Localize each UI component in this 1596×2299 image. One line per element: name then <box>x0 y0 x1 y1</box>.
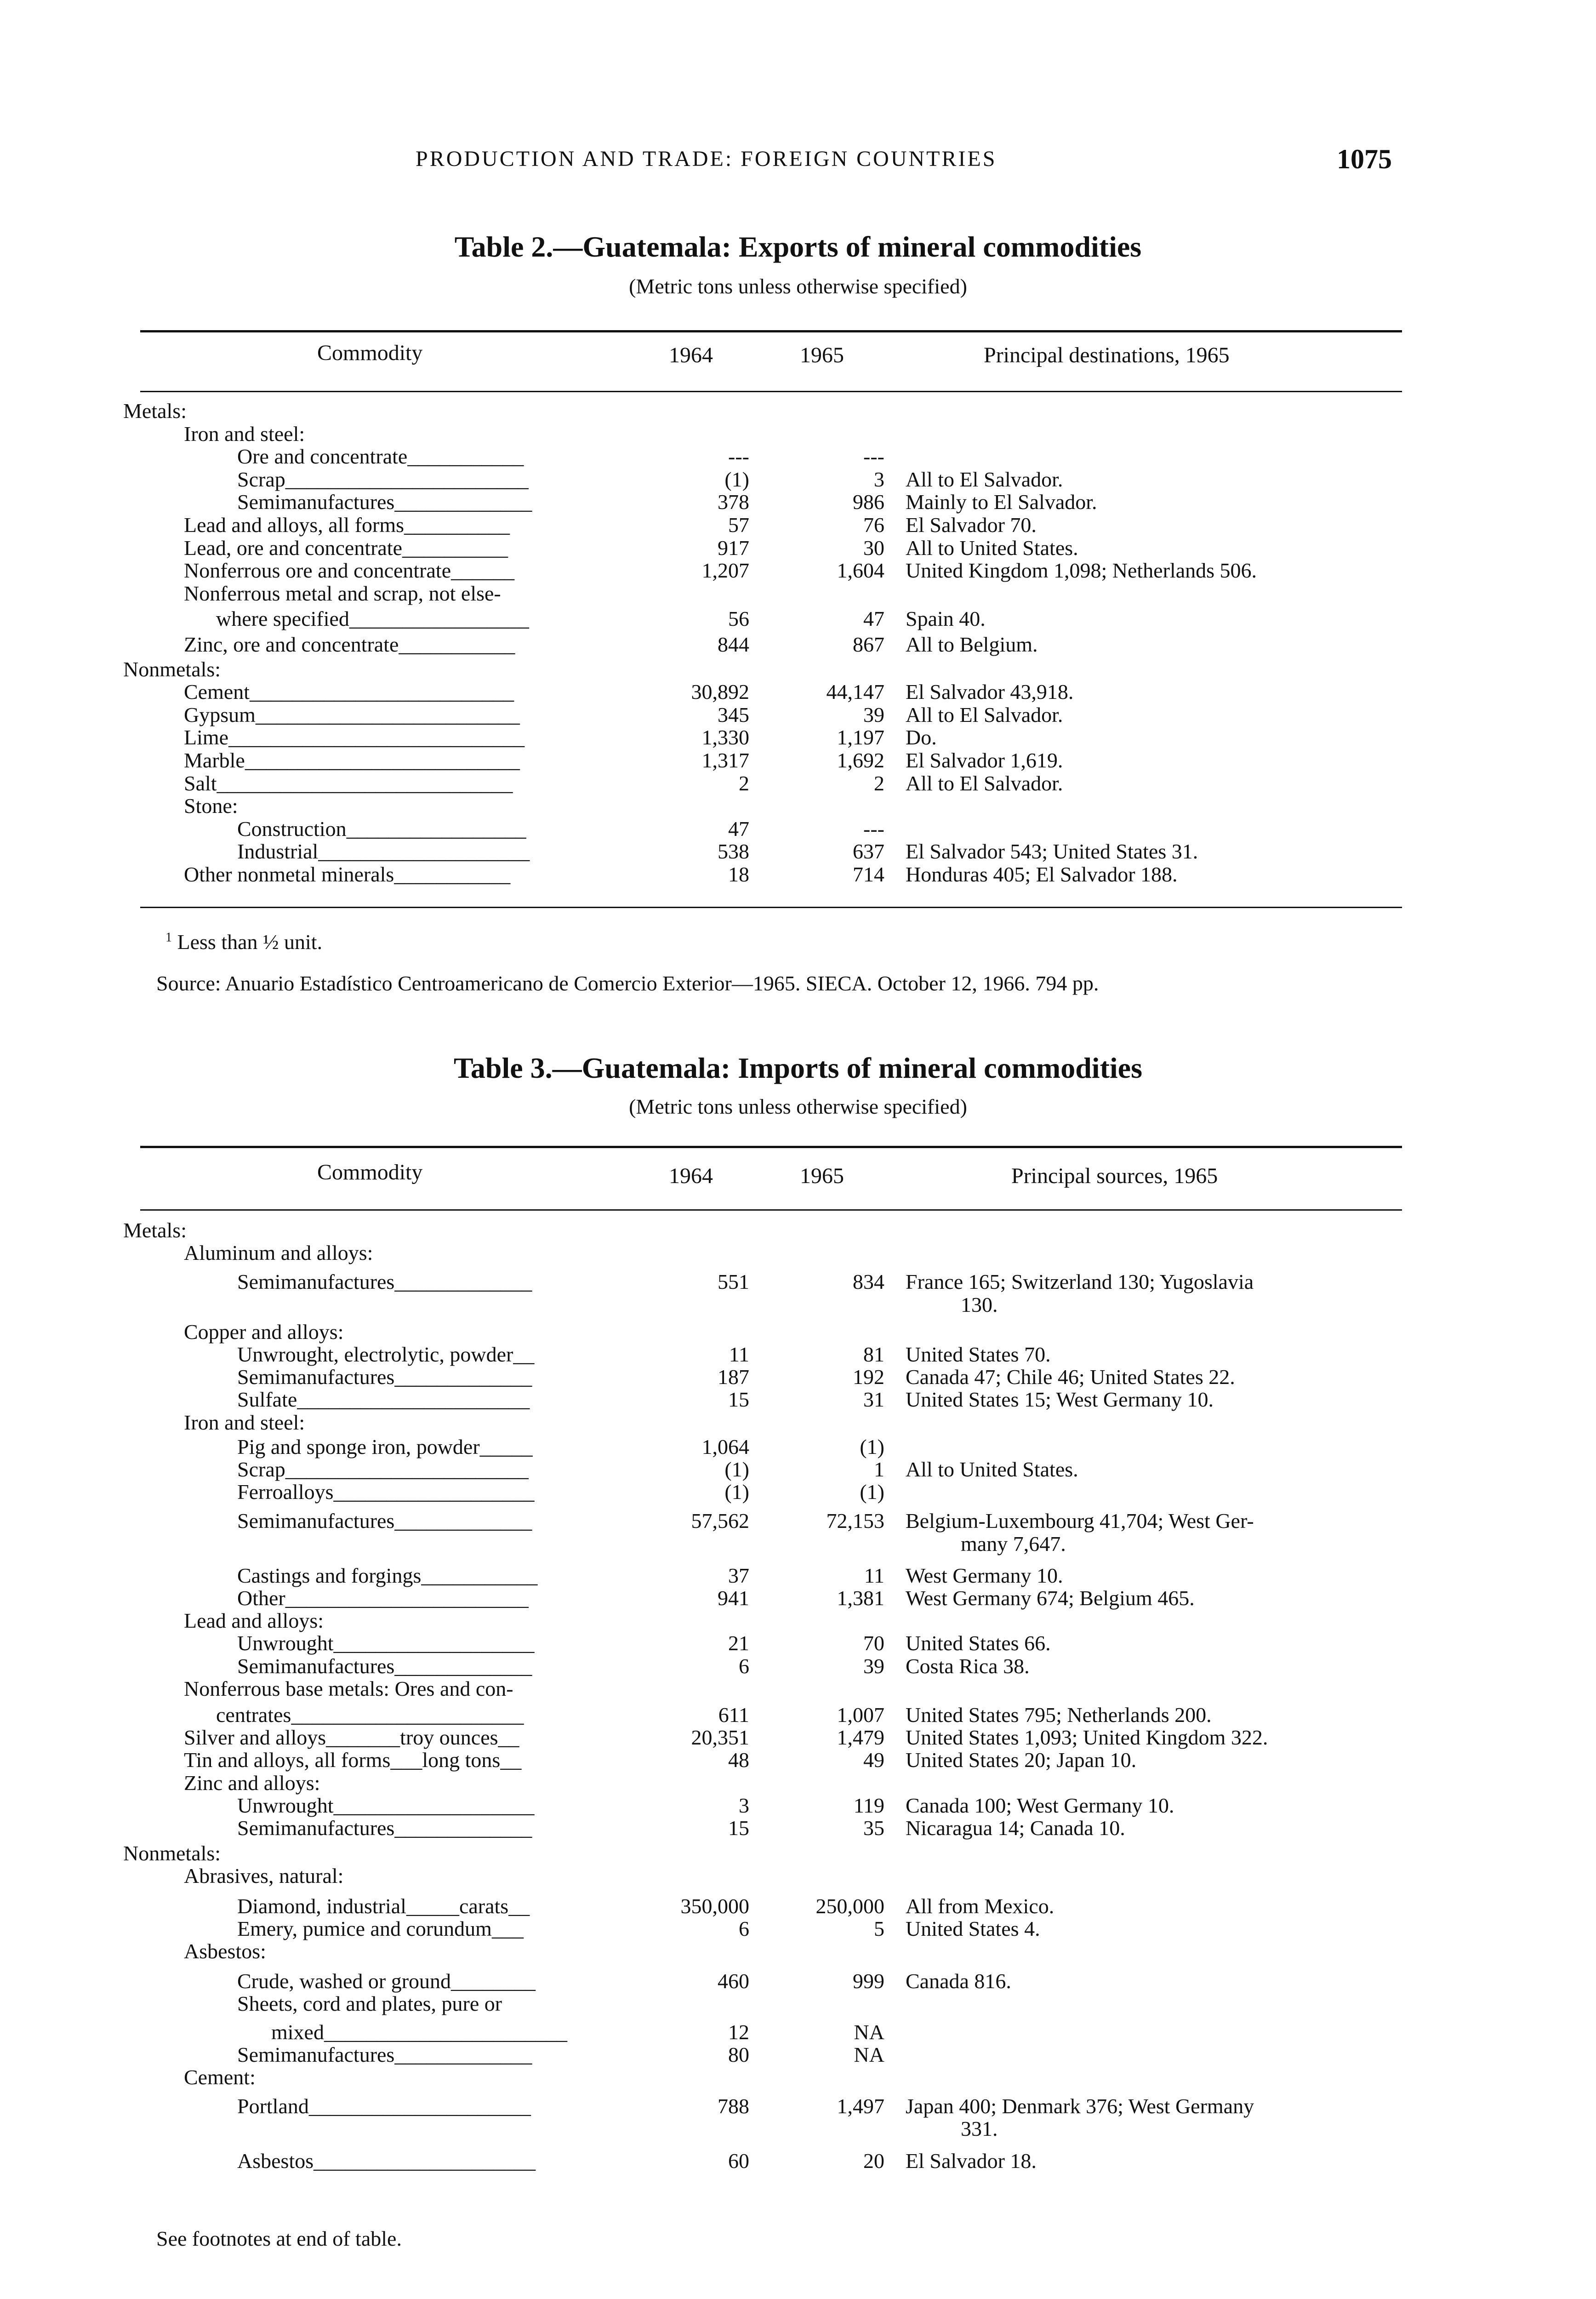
row-commodity: Scrap_______________________ <box>237 467 529 491</box>
row-destination: United States 20; Japan 10. <box>906 1748 1137 1772</box>
table-row <box>0 2065 1596 2089</box>
table2-top-rule <box>140 330 1402 332</box>
row-commodity: where specified_________________ <box>216 607 529 631</box>
row-value-1964: 48 <box>728 1748 749 1772</box>
row-value-1964: 941 <box>718 1586 749 1610</box>
row-commodity: Emery, pumice and corundum___ <box>237 1916 524 1940</box>
row-value-1964: 460 <box>718 1969 749 1993</box>
table-row <box>0 2043 1596 2067</box>
table-row <box>0 513 1596 537</box>
row-destination: United States 4. <box>906 1916 1040 1940</box>
table-row <box>0 607 1596 631</box>
row-destination: Nicaragua 14; Canada 10. <box>906 1816 1125 1840</box>
footnote-mark: 1 <box>165 930 172 945</box>
table-row <box>0 680 1596 704</box>
table-row <box>0 1654 1596 1678</box>
row-value-1965: 70 <box>863 1631 884 1655</box>
row-destination: Canada 100; West Germany 10. <box>906 1793 1174 1817</box>
table-row <box>0 399 1596 423</box>
row-commodity: Semimanufactures_____________ <box>237 1270 532 1294</box>
row-destination: All to El Salvador. <box>906 771 1063 795</box>
row-commodity: Asbestos: <box>184 1939 266 1963</box>
table-row <box>0 817 1596 841</box>
table2-header-destinations: Principal destinations, 1965 <box>984 343 1230 367</box>
row-destination: many 7,647. <box>961 1532 1066 1556</box>
table3-header-rule <box>140 1209 1402 1211</box>
row-value-1965: 2 <box>874 771 884 795</box>
row-value-1964: (1) <box>724 467 749 491</box>
row-commodity: Abrasives, natural: <box>184 1864 344 1888</box>
row-value-1965: 1,007 <box>837 1703 884 1727</box>
row-value-1964: 378 <box>718 490 749 514</box>
row-commodity: Nonferrous base metals: Ores and con- <box>184 1676 513 1700</box>
row-commodity: Silver and alloys_______troy ounces__ <box>184 1726 519 1750</box>
row-destination: All to El Salvador. <box>906 703 1063 726</box>
row-value-1964: 18 <box>728 863 749 886</box>
row-value-1965: 986 <box>853 490 884 514</box>
row-destination: El Salvador 70. <box>906 513 1037 537</box>
row-commodity: Aluminum and alloys: <box>184 1241 373 1265</box>
row-value-1965: 1,497 <box>837 2094 884 2118</box>
table2-source: Source: Anuario Estadístico Centroamericano de Comercio Exterior—1965. SIECA. October 12, 1966. 794 pp. <box>156 972 1099 995</box>
row-commodity: Unwrought___________________ <box>237 1793 535 1817</box>
table2-footnote <box>165 930 322 954</box>
row-value-1965: 637 <box>853 840 884 864</box>
running-head: PRODUCTION AND TRADE: FOREIGN COUNTRIES <box>416 147 997 171</box>
row-commodity: Stone: <box>184 794 238 818</box>
footnote-text: Less than ½ unit. <box>177 930 323 954</box>
row-commodity: Tin and alloys, all forms___long tons__ <box>184 1748 522 1772</box>
table-row <box>0 1631 1596 1655</box>
row-commodity: Lime____________________________ <box>184 726 525 749</box>
row-value-1965: 39 <box>863 1654 884 1678</box>
table-row <box>0 1218 1596 1242</box>
row-destination: El Salvador 43,918. <box>906 680 1074 704</box>
table-row <box>0 422 1596 446</box>
table-row <box>0 1480 1596 1504</box>
table-row <box>0 1939 1596 1963</box>
table-row <box>0 1365 1596 1389</box>
table-row <box>0 1816 1596 1840</box>
row-value-1965: 192 <box>853 1365 884 1389</box>
row-value-1964: 844 <box>718 633 749 656</box>
row-commodity: Semimanufactures_____________ <box>237 1365 532 1389</box>
table-row <box>0 1270 1596 1294</box>
table-row <box>0 2117 1596 2141</box>
table-row <box>0 1677 1596 1701</box>
row-value-1965: 1,197 <box>837 726 884 749</box>
row-value-1965: 72,153 <box>826 1509 884 1533</box>
row-value-1964: 30,892 <box>691 680 749 704</box>
row-destination: United States 15; West Germany 10. <box>906 1388 1214 1412</box>
row-destination: All to El Salvador. <box>906 467 1063 491</box>
table-row <box>0 1458 1596 1481</box>
table2-title: Table 2.—Guatemala: Exports of mineral commodities <box>454 230 1142 263</box>
row-value-1965: 5 <box>874 1916 884 1940</box>
row-commodity: Cement_________________________ <box>184 680 514 704</box>
row-value-1965: 867 <box>853 633 884 656</box>
table-row <box>0 749 1596 772</box>
row-commodity: Semimanufactures_____________ <box>237 1509 532 1533</box>
row-destination: All to United States. <box>906 1458 1078 1481</box>
table3-title: Table 3.—Guatemala: Imports of mineral commodities <box>454 1052 1142 1084</box>
row-commodity: Lead and alloys, all forms__________ <box>184 513 510 537</box>
table2-header-commodity: Commodity <box>317 341 423 365</box>
row-value-1964: 1,330 <box>701 726 749 749</box>
row-value-1965: (1) <box>860 1435 884 1458</box>
row-commodity: Marble__________________________ <box>184 749 520 772</box>
row-commodity: Ferroalloys___________________ <box>237 1480 535 1504</box>
row-commodity: Scrap_______________________ <box>237 1458 529 1481</box>
row-value-1964: 56 <box>728 607 749 631</box>
table3-header-1965: 1965 <box>800 1164 844 1188</box>
row-commodity: Nonferrous metal and scrap, not else- <box>184 581 501 605</box>
table-row <box>0 1241 1596 1265</box>
row-value-1965: 31 <box>863 1388 884 1412</box>
row-destination: 130. <box>961 1292 998 1316</box>
row-commodity: Copper and alloys: <box>184 1320 344 1344</box>
row-commodity: Semimanufactures_____________ <box>237 2042 532 2066</box>
row-value-1964: 60 <box>728 2149 749 2173</box>
row-value-1964: (1) <box>724 1458 749 1481</box>
row-commodity: Zinc and alloys: <box>184 1771 320 1795</box>
row-value-1964: 47 <box>728 817 749 841</box>
row-value-1965: 81 <box>863 1343 884 1366</box>
table-row <box>0 1917 1596 1941</box>
row-commodity: Diamond, industrial_____carats__ <box>237 1894 530 1918</box>
row-commodity: Semimanufactures_____________ <box>237 490 532 514</box>
row-value-1964: 37 <box>728 1563 749 1587</box>
table-row <box>0 1748 1596 1772</box>
row-value-1965: 119 <box>853 1793 884 1817</box>
row-value-1964: 350,000 <box>680 1894 749 1918</box>
row-value-1965: --- <box>863 445 884 469</box>
row-value-1964: 3 <box>739 1793 749 1817</box>
row-commodity: Industrial____________________ <box>237 840 530 864</box>
row-destination: Honduras 405; El Salvador 188. <box>906 863 1178 886</box>
table-row <box>0 1388 1596 1412</box>
table-row <box>0 1435 1596 1459</box>
row-commodity: Metals: <box>123 399 187 423</box>
row-destination: Belgium-Luxembourg 41,704; West Ger- <box>906 1509 1254 1533</box>
row-value-1964: 1,207 <box>701 559 749 583</box>
row-destination: Japan 400; Denmark 376; West Germany <box>906 2094 1254 2118</box>
table-row <box>0 468 1596 492</box>
table2-header-1965: 1965 <box>800 343 844 367</box>
table-row <box>0 1411 1596 1435</box>
row-value-1964: 1,064 <box>701 1435 749 1458</box>
row-commodity: centrates______________________ <box>216 1703 524 1727</box>
table-row <box>0 794 1596 818</box>
row-commodity: Portland_____________________ <box>237 2094 531 2118</box>
table-row <box>0 1841 1596 1865</box>
table-row <box>0 703 1596 727</box>
row-commodity: mixed_______________________ <box>271 2020 567 2044</box>
table-row <box>0 1894 1596 1918</box>
table-row <box>0 1532 1596 1556</box>
table-row <box>0 840 1596 864</box>
table-row <box>0 1703 1596 1727</box>
table3-top-rule <box>140 1146 1402 1148</box>
table-row <box>0 1864 1596 1888</box>
row-value-1965: NA <box>854 2020 884 2044</box>
row-value-1964: 21 <box>728 1631 749 1655</box>
row-destination: El Salvador 1,619. <box>906 749 1063 772</box>
row-value-1964: --- <box>728 445 749 469</box>
row-commodity: Crude, washed or ground________ <box>237 1969 536 1993</box>
row-commodity: Lead and alloys: <box>184 1609 324 1633</box>
row-destination: Spain 40. <box>906 607 986 631</box>
row-value-1965: 76 <box>863 513 884 537</box>
table-row <box>0 1293 1596 1317</box>
row-commodity: Nonmetals: <box>123 1841 221 1865</box>
table-row <box>0 1343 1596 1367</box>
row-value-1965: 44,147 <box>826 680 884 704</box>
table-row <box>0 1726 1596 1750</box>
row-value-1965: 250,000 <box>815 1894 884 1918</box>
table-row <box>0 1771 1596 1795</box>
row-value-1965: 39 <box>863 703 884 726</box>
row-destination: West Germany 10. <box>906 1563 1063 1587</box>
row-destination: 331. <box>961 2117 998 2141</box>
row-destination: Do. <box>906 726 937 749</box>
row-commodity: Sulfate______________________ <box>237 1388 530 1412</box>
table-row <box>0 1609 1596 1633</box>
row-commodity: Metals: <box>123 1218 187 1242</box>
row-commodity: Sheets, cord and plates, pure or <box>237 1992 502 2016</box>
row-value-1964: 538 <box>718 840 749 864</box>
table-row <box>0 582 1596 606</box>
row-value-1964: 15 <box>728 1388 749 1412</box>
row-value-1964: 917 <box>718 536 749 560</box>
row-value-1964: 551 <box>718 1270 749 1294</box>
row-destination: United States 66. <box>906 1631 1051 1655</box>
row-value-1965: 1 <box>874 1458 884 1481</box>
row-value-1964: 6 <box>739 1916 749 1940</box>
row-value-1964: 345 <box>718 703 749 726</box>
row-value-1964: 2 <box>739 771 749 795</box>
row-value-1964: 57 <box>728 513 749 537</box>
row-commodity: Semimanufactures_____________ <box>237 1816 532 1840</box>
table-row <box>0 1992 1596 2016</box>
row-value-1964: 611 <box>718 1703 749 1727</box>
row-value-1965: 49 <box>863 1748 884 1772</box>
row-value-1965: 714 <box>853 863 884 886</box>
row-destination: United States 795; Netherlands 200. <box>906 1703 1212 1727</box>
row-commodity: Lead, ore and concentrate__________ <box>184 536 508 560</box>
row-commodity: Ore and concentrate___________ <box>237 445 524 469</box>
row-value-1964: 57,562 <box>691 1509 749 1533</box>
row-value-1965: 47 <box>863 607 884 631</box>
row-value-1965: 35 <box>863 1816 884 1840</box>
row-destination: Canada 47; Chile 46; United States 22. <box>906 1365 1235 1389</box>
row-commodity: Unwrought___________________ <box>237 1631 535 1655</box>
row-value-1965: 1,479 <box>837 1726 884 1750</box>
table-row <box>0 2149 1596 2173</box>
row-value-1964: 15 <box>728 1816 749 1840</box>
row-value-1964: (1) <box>724 1480 749 1504</box>
table3-header-sources: Principal sources, 1965 <box>1011 1164 1218 1188</box>
table-row <box>0 1564 1596 1588</box>
table3-header-1964: 1964 <box>669 1164 713 1188</box>
row-destination: United States 1,093; United Kingdom 322. <box>906 1726 1268 1750</box>
table-row <box>0 633 1596 657</box>
row-destination: All from Mexico. <box>906 1894 1054 1918</box>
row-commodity: Other nonmetal minerals___________ <box>184 863 511 886</box>
row-destination: All to United States. <box>906 536 1078 560</box>
row-value-1965: 11 <box>864 1563 884 1587</box>
row-commodity: Salt____________________________ <box>184 771 513 795</box>
table-row <box>0 445 1596 469</box>
row-commodity: Iron and steel: <box>184 422 305 446</box>
row-value-1965: 1,692 <box>837 749 884 772</box>
row-destination: Mainly to El Salvador. <box>906 490 1097 514</box>
table2-bottom-rule <box>140 907 1402 908</box>
row-value-1965: NA <box>854 2042 884 2066</box>
row-destination: El Salvador 18. <box>906 2149 1037 2173</box>
table-row <box>0 2020 1596 2044</box>
table-row <box>0 1509 1596 1533</box>
row-value-1965: 20 <box>863 2149 884 2173</box>
row-value-1965: 834 <box>853 1270 884 1294</box>
row-commodity: Unwrought, electrolytic, powder__ <box>237 1343 535 1366</box>
row-destination: Costa Rica 38. <box>906 1654 1030 1678</box>
table-row <box>0 772 1596 795</box>
table-row <box>0 1969 1596 1993</box>
table-row <box>0 536 1596 560</box>
row-destination: United States 70. <box>906 1343 1051 1366</box>
row-commodity: Gypsum_________________________ <box>184 703 520 726</box>
table-row <box>0 726 1596 749</box>
row-value-1964: 20,351 <box>691 1726 749 1750</box>
row-value-1965: 3 <box>874 467 884 491</box>
row-destination: El Salvador 543; United States 31. <box>906 840 1198 864</box>
row-value-1964: 11 <box>729 1343 749 1366</box>
table-row <box>0 2094 1596 2118</box>
row-value-1964: 12 <box>728 2020 749 2044</box>
table-row <box>0 1320 1596 1344</box>
row-commodity: Pig and sponge iron, powder_____ <box>237 1435 533 1458</box>
row-commodity: Construction_________________ <box>237 817 526 841</box>
row-destination: Canada 816. <box>906 1969 1011 1993</box>
row-value-1965: 1,604 <box>837 559 884 583</box>
row-value-1964: 6 <box>739 1654 749 1678</box>
row-commodity: Castings and forgings___________ <box>237 1563 538 1587</box>
row-destination: West Germany 674; Belgium 465. <box>906 1586 1195 1610</box>
row-value-1965: --- <box>863 817 884 841</box>
row-value-1965: 999 <box>853 1969 884 1993</box>
row-commodity: Iron and steel: <box>184 1410 305 1434</box>
row-value-1964: 80 <box>728 2042 749 2066</box>
row-commodity: Cement: <box>184 2065 256 2089</box>
table-row <box>0 1794 1596 1818</box>
table3-header-commodity: Commodity <box>317 1160 423 1184</box>
row-value-1965: (1) <box>860 1480 884 1504</box>
table3-subtitle: (Metric tons unless otherwise specified) <box>629 1095 967 1118</box>
row-commodity: Nonferrous ore and concentrate______ <box>184 559 515 583</box>
table-row <box>0 1586 1596 1610</box>
table2-header-rule <box>140 391 1402 392</box>
row-value-1965: 30 <box>863 536 884 560</box>
see-footnotes: See footnotes at end of table. <box>156 2227 402 2250</box>
row-value-1965: 1,381 <box>837 1586 884 1610</box>
row-destination: France 165; Switzerland 130; Yugoslavia <box>906 1270 1254 1294</box>
table2-header-1964: 1964 <box>669 343 713 367</box>
page-number: 1075 <box>1337 144 1392 174</box>
table-row <box>0 559 1596 583</box>
table-row <box>0 863 1596 886</box>
row-commodity: Zinc, ore and concentrate___________ <box>184 633 515 656</box>
row-commodity: Nonmetals: <box>123 657 221 681</box>
row-destination: United Kingdom 1,098; Netherlands 506. <box>906 559 1257 583</box>
row-commodity: Other_______________________ <box>237 1586 529 1610</box>
row-commodity: Asbestos_____________________ <box>237 2149 536 2173</box>
row-value-1964: 187 <box>718 1365 749 1389</box>
row-value-1964: 1,317 <box>701 749 749 772</box>
row-destination: All to Belgium. <box>906 633 1038 656</box>
table2-subtitle: (Metric tons unless otherwise specified) <box>629 275 967 298</box>
table-row <box>0 658 1596 681</box>
table-row <box>0 490 1596 514</box>
row-commodity: Semimanufactures_____________ <box>237 1654 532 1678</box>
row-value-1964: 788 <box>718 2094 749 2118</box>
